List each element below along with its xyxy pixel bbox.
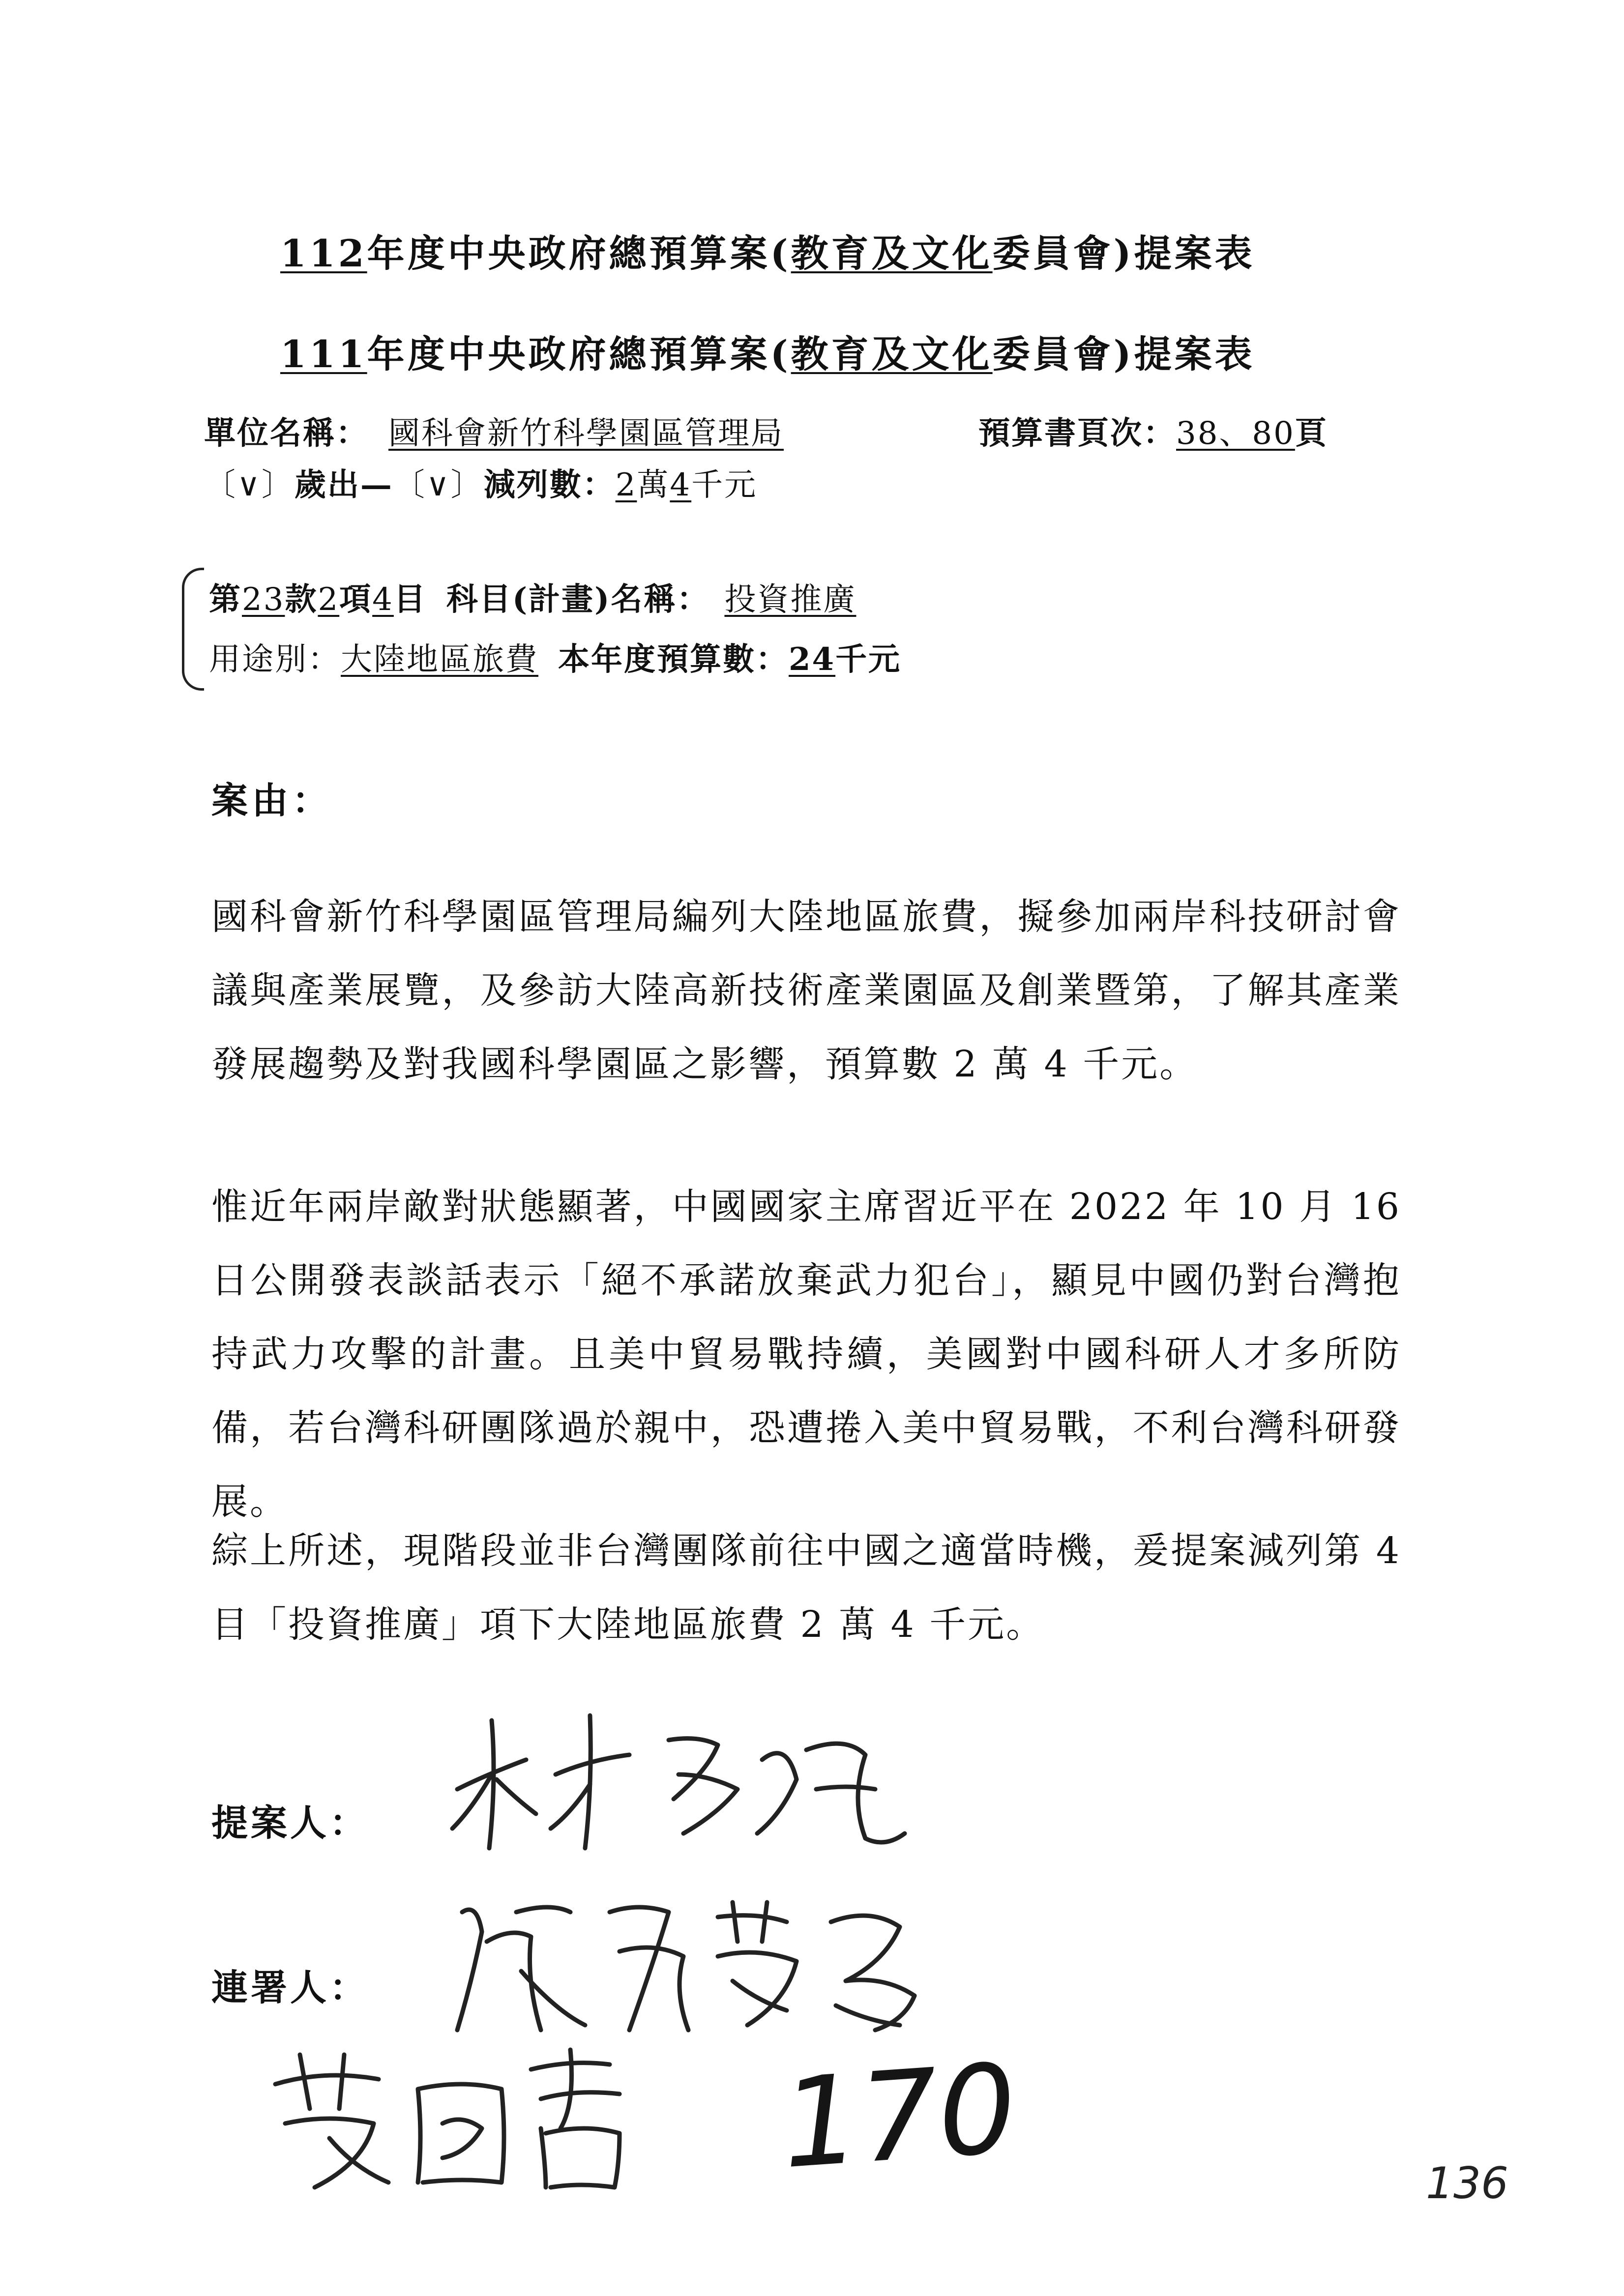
page-label: 預算書頁次： (978, 415, 1176, 452)
reason-heading: 案由： (211, 780, 332, 822)
page-value: 38、80 (1176, 415, 1295, 452)
page-number: 136 (1426, 2158, 1508, 2209)
budget-value: 24 (789, 641, 836, 678)
cosigner-signature-1 (443, 1883, 959, 2045)
title-111 (280, 324, 1255, 378)
page-ref (978, 408, 1328, 453)
item-line (209, 574, 871, 619)
reduce-unit-2: 千元 (691, 467, 758, 503)
reduce-label: 減列數： (483, 466, 616, 503)
title-111-text: 年度中央政府總預算案( (367, 332, 791, 376)
cosigner-signature-2 (256, 2040, 659, 2197)
subject-label: 科目(計畫)名稱： (446, 581, 710, 618)
title-112-year: 112 (280, 232, 367, 275)
reduce-value-1: 2 (615, 467, 637, 503)
proposer-label: 提案人： (211, 1802, 369, 1844)
item-bracket (182, 568, 204, 691)
unit-label: 單位名稱： (204, 415, 369, 452)
cosigner-label: 連署人： (211, 1967, 369, 2009)
kuan-label: 第 (209, 581, 242, 618)
usage-label: 用途別： (209, 641, 341, 678)
usage-line (209, 634, 901, 679)
unit-line (204, 408, 813, 453)
check-box-1: 〔∨〕 (204, 467, 295, 503)
mu-unit: 目 (393, 581, 427, 618)
paragraph-2: 惟近年兩岸敵對狀態顯著，中國國家主席習近平在 2022 年 10 月 16 日公開發表談話表示「絕不承諾放棄武力犯台」，顯見中國仍對台灣抱持武力攻擊的計畫。且美中貿易戰持續，美國對中國科研人才多所防備，若台灣科研團隊過於親中，恐遭捲入美中貿易戰，不利台灣科研發展。 (211, 1186, 1401, 1523)
proposer-signature (443, 1701, 910, 1858)
title-111-committee: 教育及文化 (791, 332, 993, 376)
expense-label: 歲出— (294, 466, 393, 503)
paragraph-3: 綜上所述，現階段並非台灣團隊前往中國之適當時機，爰提案減列第 4 目「投資推廣」項下大陸地區旅費 2 萬 4 千元。 (211, 1530, 1401, 1646)
xiang-value: 2 (318, 581, 340, 618)
paragraph-1: 國科會新竹科學園區管理局編列大陸地區旅費，擬參加兩岸科技研討會議與產業展覽，及參訪大陸高新技術產業園區及創業暨第，了解其產業發展趨勢及對我國科學園區之影響，預算數 2 萬 4 千元。 (211, 896, 1401, 1085)
reduce-value-2: 4 (670, 467, 692, 503)
mu-value: 4 (372, 581, 394, 618)
unit-value: 國科會新竹科學園區管理局 (388, 415, 784, 452)
page-suffix: 頁 (1295, 415, 1328, 452)
usage-value: 大陸地區旅費 (341, 641, 538, 678)
reduce-unit-1: 萬 (637, 467, 670, 503)
subject-value: 投資推廣 (724, 581, 856, 618)
handwritten-number: 170 (777, 2036, 1021, 2196)
budget-label: 本年度預算數： (558, 641, 789, 678)
title-112-text: 年度中央政府總預算案( (367, 232, 791, 275)
title-111-year: 111 (280, 332, 367, 376)
kuan-unit: 款 (285, 581, 318, 618)
kuan-value: 23 (242, 581, 285, 618)
title-111-text2: 委員會)提案表 (992, 332, 1255, 376)
title-112 (280, 224, 1255, 277)
check-box-2: 〔∨〕 (393, 467, 484, 503)
reduction-line (204, 460, 757, 505)
xiang-unit: 項 (339, 581, 373, 618)
title-112-text2: 委員會)提案表 (992, 232, 1255, 275)
title-112-committee: 教育及文化 (791, 232, 993, 275)
budget-unit: 千元 (835, 641, 902, 678)
